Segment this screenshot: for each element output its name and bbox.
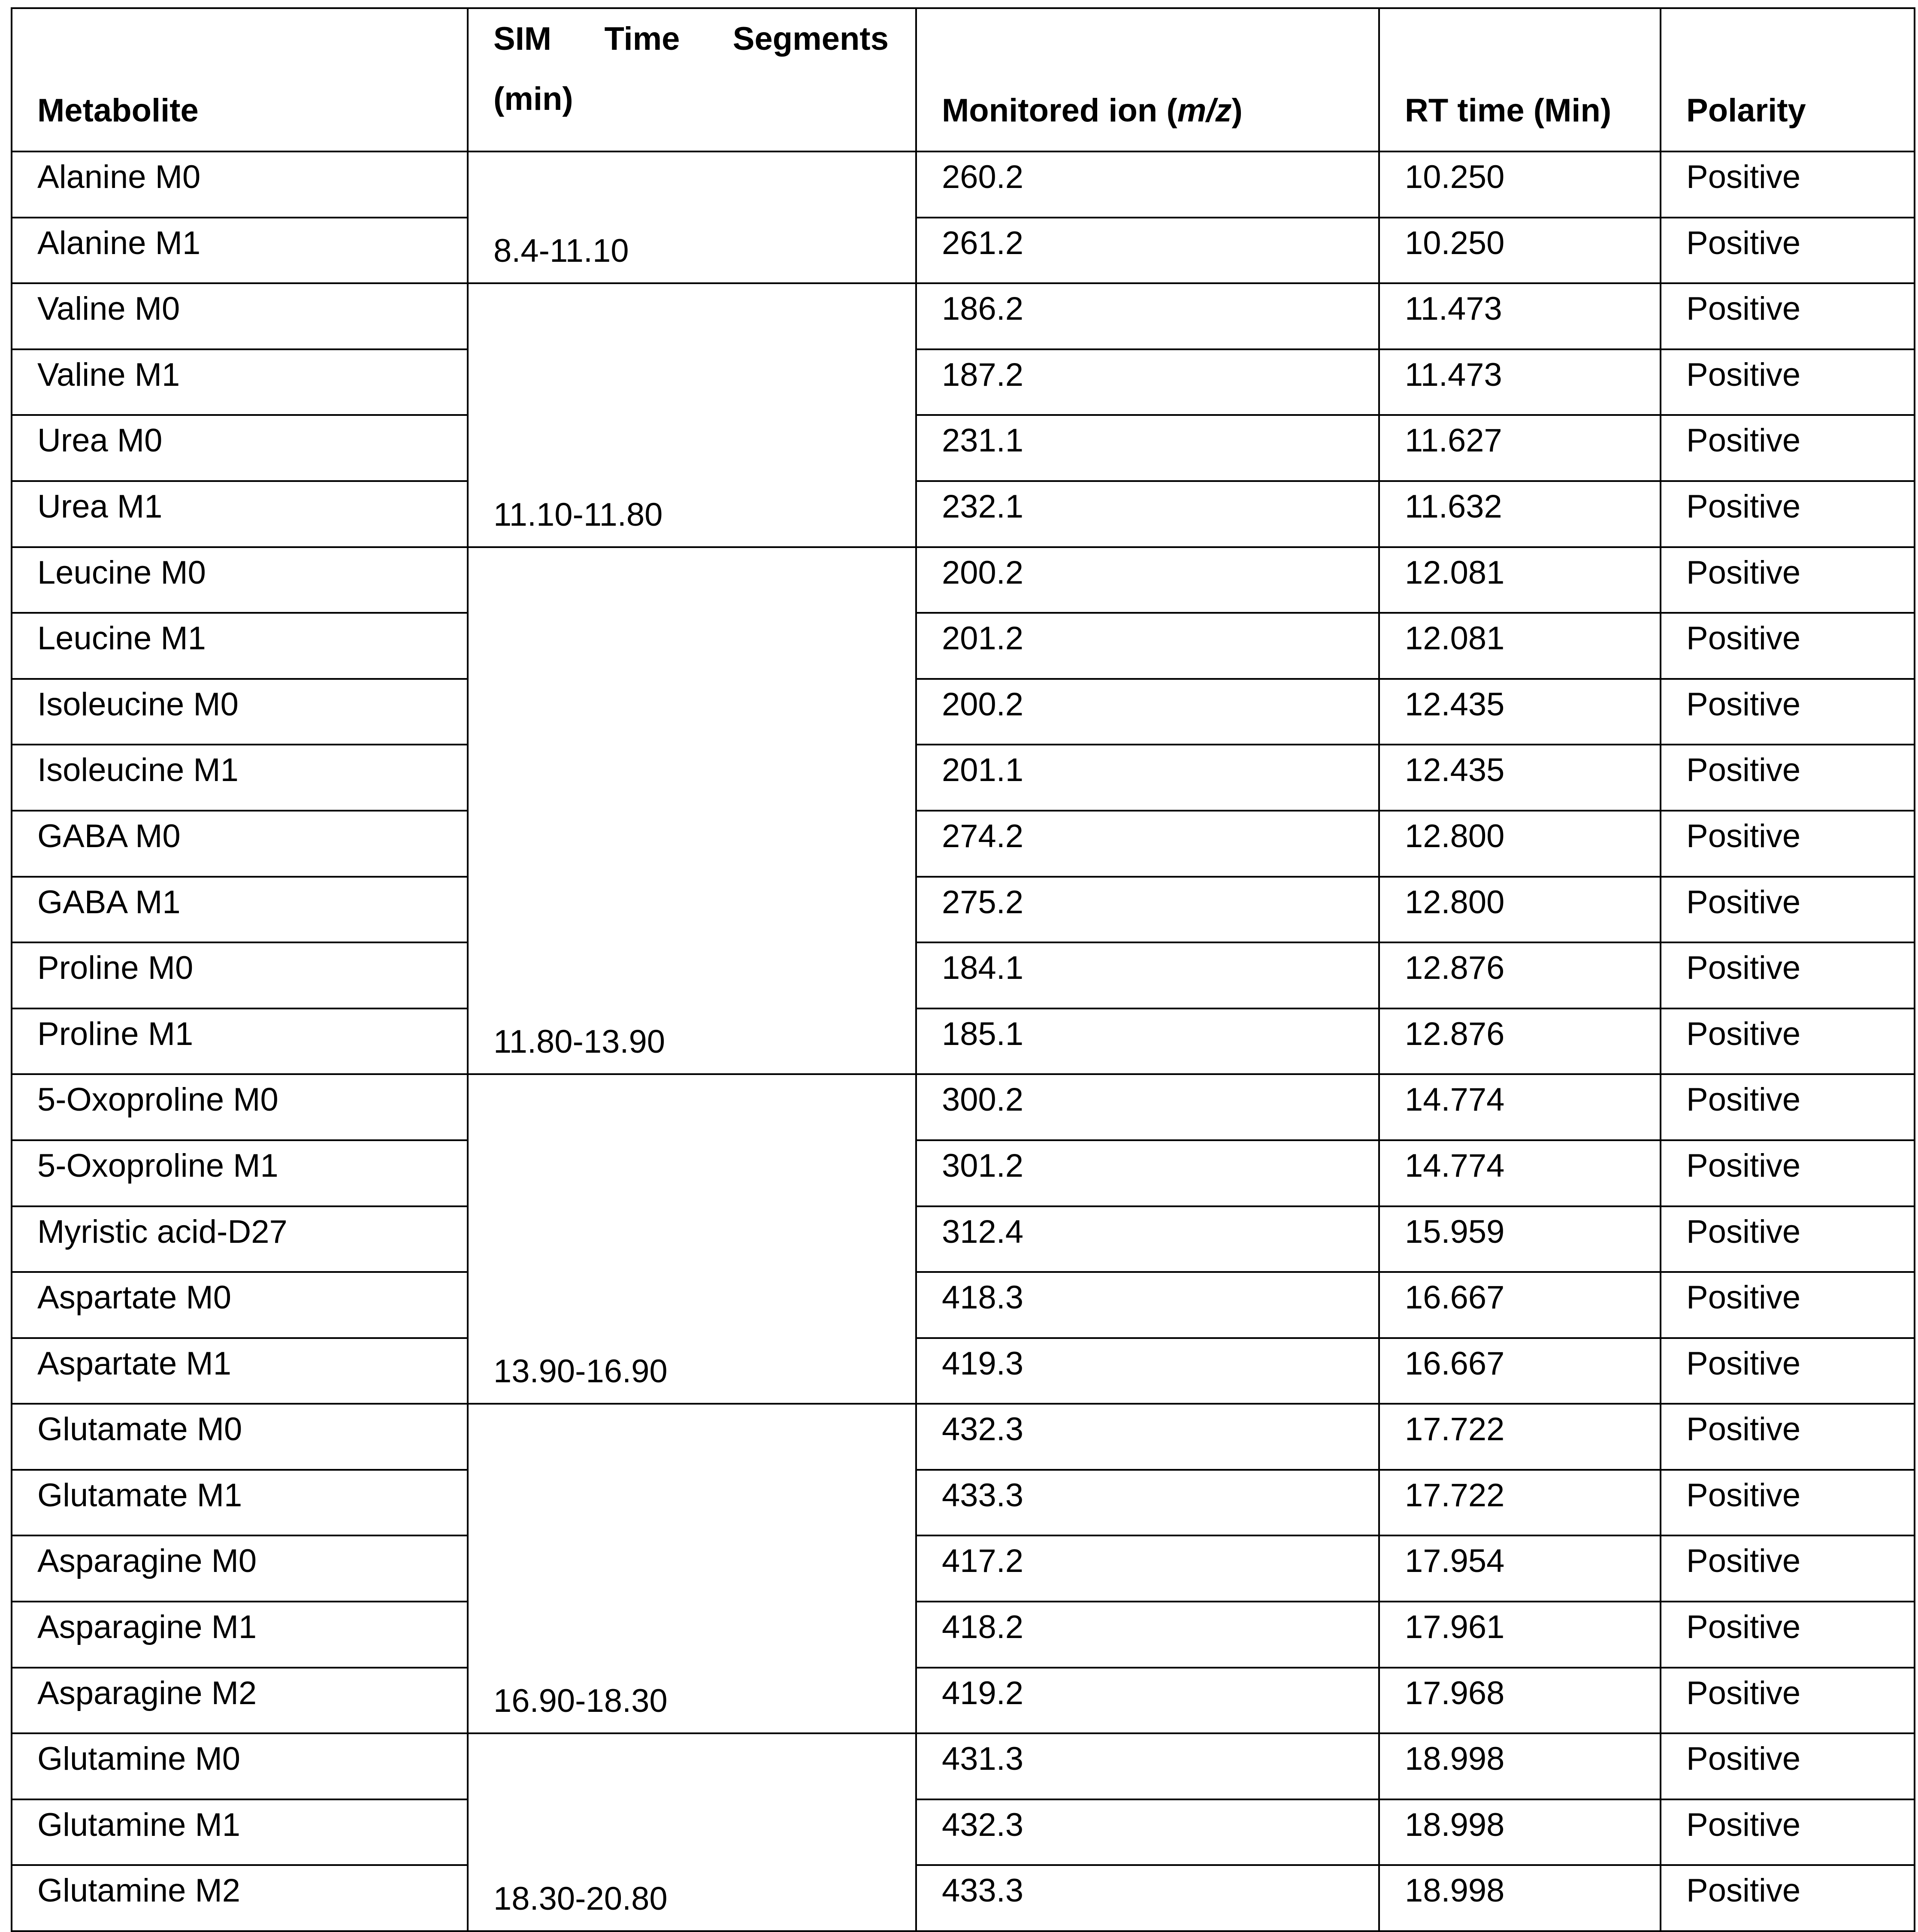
cell-rt-time: 15.959	[1379, 1206, 1661, 1272]
cell-polarity: Positive	[1661, 1668, 1915, 1734]
cell-metabolite: Glutamine M0	[12, 1733, 468, 1799]
cell-metabolite: GABA M0	[12, 811, 468, 877]
header-rt-time: RT time (Min)	[1379, 8, 1661, 151]
cell-sim-segment: 11.80-13.90	[468, 547, 916, 1075]
cell-sim-segment: 13.90-16.90	[468, 1074, 916, 1404]
cell-metabolite: Urea M1	[12, 481, 468, 547]
table-row	[12, 1338, 1915, 1404]
cell-monitored-ion: 184.1	[916, 942, 1379, 1008]
cell-monitored-ion: 312.4	[916, 1206, 1379, 1272]
header-sim-time-line2: (min)	[493, 81, 573, 117]
cell-monitored-ion: 232.1	[916, 481, 1379, 547]
cell-rt-time: 12.081	[1379, 613, 1661, 679]
cell-metabolite: Alanine M1	[12, 218, 468, 284]
cell-polarity: Positive	[1661, 1470, 1915, 1536]
cell-sim-segment: 11.10-11.80	[468, 283, 916, 547]
header-segments-word: Segments	[732, 21, 889, 57]
cell-monitored-ion: 200.2	[916, 679, 1379, 745]
cell-polarity: Positive	[1661, 1733, 1915, 1799]
header-monitored-ion-mz: m/z	[1177, 92, 1232, 129]
cell-monitored-ion: 431.3	[916, 1733, 1379, 1799]
cell-monitored-ion: 274.2	[916, 811, 1379, 877]
cell-rt-time: 12.435	[1379, 679, 1661, 745]
cell-metabolite: Glutamate M1	[12, 1470, 468, 1536]
cell-monitored-ion: 432.3	[916, 1799, 1379, 1865]
cell-monitored-ion: 301.2	[916, 1140, 1379, 1206]
cell-rt-time: 18.998	[1379, 1799, 1661, 1865]
table-row	[12, 151, 1915, 218]
table-row	[12, 811, 1915, 877]
cell-sim-segment: 16.90-18.30	[468, 1404, 916, 1733]
table-row	[12, 415, 1915, 481]
cell-rt-time: 18.998	[1379, 1865, 1661, 1931]
cell-rt-time: 12.876	[1379, 942, 1661, 1008]
cell-metabolite: Glutamine M1	[12, 1799, 468, 1865]
cell-rt-time: 16.667	[1379, 1272, 1661, 1338]
cell-metabolite: Asparagine M1	[12, 1602, 468, 1668]
cell-polarity: Positive	[1661, 1206, 1915, 1272]
cell-polarity: Positive	[1661, 811, 1915, 877]
cell-metabolite: Asparagine M2	[12, 1668, 468, 1734]
cell-rt-time: 17.954	[1379, 1535, 1661, 1602]
cell-monitored-ion: 275.2	[916, 877, 1379, 943]
table-row	[12, 1733, 1915, 1799]
table-row	[12, 1404, 1915, 1470]
table-row	[12, 1668, 1915, 1734]
table-row	[12, 481, 1915, 547]
header-monitored-ion-prefix: Monitored ion (	[942, 92, 1177, 129]
cell-monitored-ion: 185.1	[916, 1008, 1379, 1075]
cell-metabolite: Urea M0	[12, 415, 468, 481]
header-sim-word: SIM	[493, 21, 552, 57]
table-row	[12, 1865, 1915, 1931]
cell-metabolite: Glutamate M0	[12, 1404, 468, 1470]
cell-polarity: Positive	[1661, 1008, 1915, 1075]
table-row	[12, 877, 1915, 943]
cell-rt-time: 11.473	[1379, 283, 1661, 349]
cell-metabolite: Proline M1	[12, 1008, 468, 1075]
cell-polarity: Positive	[1661, 613, 1915, 679]
cell-metabolite: Myristic acid-D27	[12, 1206, 468, 1272]
table-row	[12, 1535, 1915, 1602]
table-row	[12, 1140, 1915, 1206]
cell-metabolite: Aspartate M0	[12, 1272, 468, 1338]
cell-monitored-ion: 432.3	[916, 1404, 1379, 1470]
cell-polarity: Positive	[1661, 942, 1915, 1008]
cell-metabolite: Proline M0	[12, 942, 468, 1008]
cell-metabolite: Glutamine M2	[12, 1865, 468, 1931]
cell-polarity: Positive	[1661, 547, 1915, 613]
cell-monitored-ion: 433.3	[916, 1470, 1379, 1536]
header-time-word: Time	[604, 21, 680, 57]
cell-monitored-ion: 187.2	[916, 349, 1379, 415]
metabolite-sim-table	[11, 7, 1915, 1932]
cell-rt-time: 16.667	[1379, 1338, 1661, 1404]
cell-rt-time: 11.627	[1379, 415, 1661, 481]
table-row	[12, 679, 1915, 745]
table-row	[12, 1074, 1915, 1140]
cell-metabolite: Valine M1	[12, 349, 468, 415]
cell-polarity: Positive	[1661, 1865, 1915, 1931]
cell-polarity: Positive	[1661, 745, 1915, 811]
header-monitored-ion-suffix: )	[1231, 92, 1243, 129]
table-row	[12, 1470, 1915, 1536]
cell-metabolite: Aspartate M1	[12, 1338, 468, 1404]
cell-monitored-ion: 417.2	[916, 1535, 1379, 1602]
cell-monitored-ion: 231.1	[916, 415, 1379, 481]
table-row	[12, 1206, 1915, 1272]
cell-metabolite: Alanine M0	[12, 151, 468, 218]
cell-rt-time: 17.722	[1379, 1470, 1661, 1536]
table-row	[12, 942, 1915, 1008]
cell-rt-time: 11.632	[1379, 481, 1661, 547]
cell-rt-time: 17.722	[1379, 1404, 1661, 1470]
cell-metabolite: 5-Oxoproline M1	[12, 1140, 468, 1206]
cell-monitored-ion: 261.2	[916, 218, 1379, 284]
cell-polarity: Positive	[1661, 1272, 1915, 1338]
cell-monitored-ion: 201.1	[916, 745, 1379, 811]
cell-rt-time: 14.774	[1379, 1074, 1661, 1140]
table-row	[12, 349, 1915, 415]
cell-polarity: Positive	[1661, 1338, 1915, 1404]
cell-sim-segment: 8.4-11.10	[468, 151, 916, 283]
table-body	[12, 151, 1915, 1931]
cell-polarity: Positive	[1661, 151, 1915, 218]
cell-polarity: Positive	[1661, 1140, 1915, 1206]
cell-rt-time: 10.250	[1379, 151, 1661, 218]
cell-monitored-ion: 186.2	[916, 283, 1379, 349]
cell-rt-time: 12.876	[1379, 1008, 1661, 1075]
cell-rt-time: 12.081	[1379, 547, 1661, 613]
table-row	[12, 1602, 1915, 1668]
header-sim-time-segments	[468, 8, 916, 151]
table-row	[12, 283, 1915, 349]
cell-polarity: Positive	[1661, 481, 1915, 547]
cell-rt-time: 17.968	[1379, 1668, 1661, 1734]
cell-monitored-ion: 419.2	[916, 1668, 1379, 1734]
header-row	[12, 8, 1915, 151]
cell-monitored-ion: 260.2	[916, 151, 1379, 218]
table-row	[12, 1008, 1915, 1075]
cell-monitored-ion: 418.3	[916, 1272, 1379, 1338]
cell-rt-time: 10.250	[1379, 218, 1661, 284]
cell-metabolite: GABA M1	[12, 877, 468, 943]
table-row	[12, 613, 1915, 679]
cell-rt-time: 14.774	[1379, 1140, 1661, 1206]
cell-monitored-ion: 300.2	[916, 1074, 1379, 1140]
cell-polarity: Positive	[1661, 349, 1915, 415]
cell-polarity: Positive	[1661, 1799, 1915, 1865]
table-row	[12, 1799, 1915, 1865]
cell-monitored-ion: 418.2	[916, 1602, 1379, 1668]
cell-rt-time: 18.998	[1379, 1733, 1661, 1799]
cell-rt-time: 12.435	[1379, 745, 1661, 811]
cell-metabolite: Asparagine M0	[12, 1535, 468, 1602]
table-row	[12, 218, 1915, 284]
cell-monitored-ion: 433.3	[916, 1865, 1379, 1931]
cell-rt-time: 11.473	[1379, 349, 1661, 415]
header-metabolite: Metabolite	[12, 8, 468, 151]
cell-metabolite: Isoleucine M1	[12, 745, 468, 811]
cell-monitored-ion: 201.2	[916, 613, 1379, 679]
cell-rt-time: 12.800	[1379, 877, 1661, 943]
cell-metabolite: Isoleucine M0	[12, 679, 468, 745]
cell-rt-time: 12.800	[1379, 811, 1661, 877]
cell-monitored-ion: 419.3	[916, 1338, 1379, 1404]
cell-metabolite: Leucine M0	[12, 547, 468, 613]
cell-polarity: Positive	[1661, 877, 1915, 943]
cell-metabolite: 5-Oxoproline M0	[12, 1074, 468, 1140]
cell-metabolite: Valine M0	[12, 283, 468, 349]
cell-polarity: Positive	[1661, 679, 1915, 745]
header-sim-time-line1	[493, 9, 915, 69]
cell-polarity: Positive	[1661, 283, 1915, 349]
cell-polarity: Positive	[1661, 415, 1915, 481]
table-row	[12, 547, 1915, 613]
cell-rt-time: 17.961	[1379, 1602, 1661, 1668]
cell-polarity: Positive	[1661, 1074, 1915, 1140]
cell-metabolite: Leucine M1	[12, 613, 468, 679]
cell-monitored-ion: 200.2	[916, 547, 1379, 613]
cell-polarity: Positive	[1661, 1404, 1915, 1470]
header-monitored-ion	[916, 8, 1379, 151]
cell-polarity: Positive	[1661, 1602, 1915, 1668]
table-row	[12, 1272, 1915, 1338]
table-row	[12, 745, 1915, 811]
cell-sim-segment: 18.30-20.80	[468, 1733, 916, 1931]
cell-polarity: Positive	[1661, 218, 1915, 284]
header-polarity: Polarity	[1661, 8, 1915, 151]
cell-polarity: Positive	[1661, 1535, 1915, 1602]
